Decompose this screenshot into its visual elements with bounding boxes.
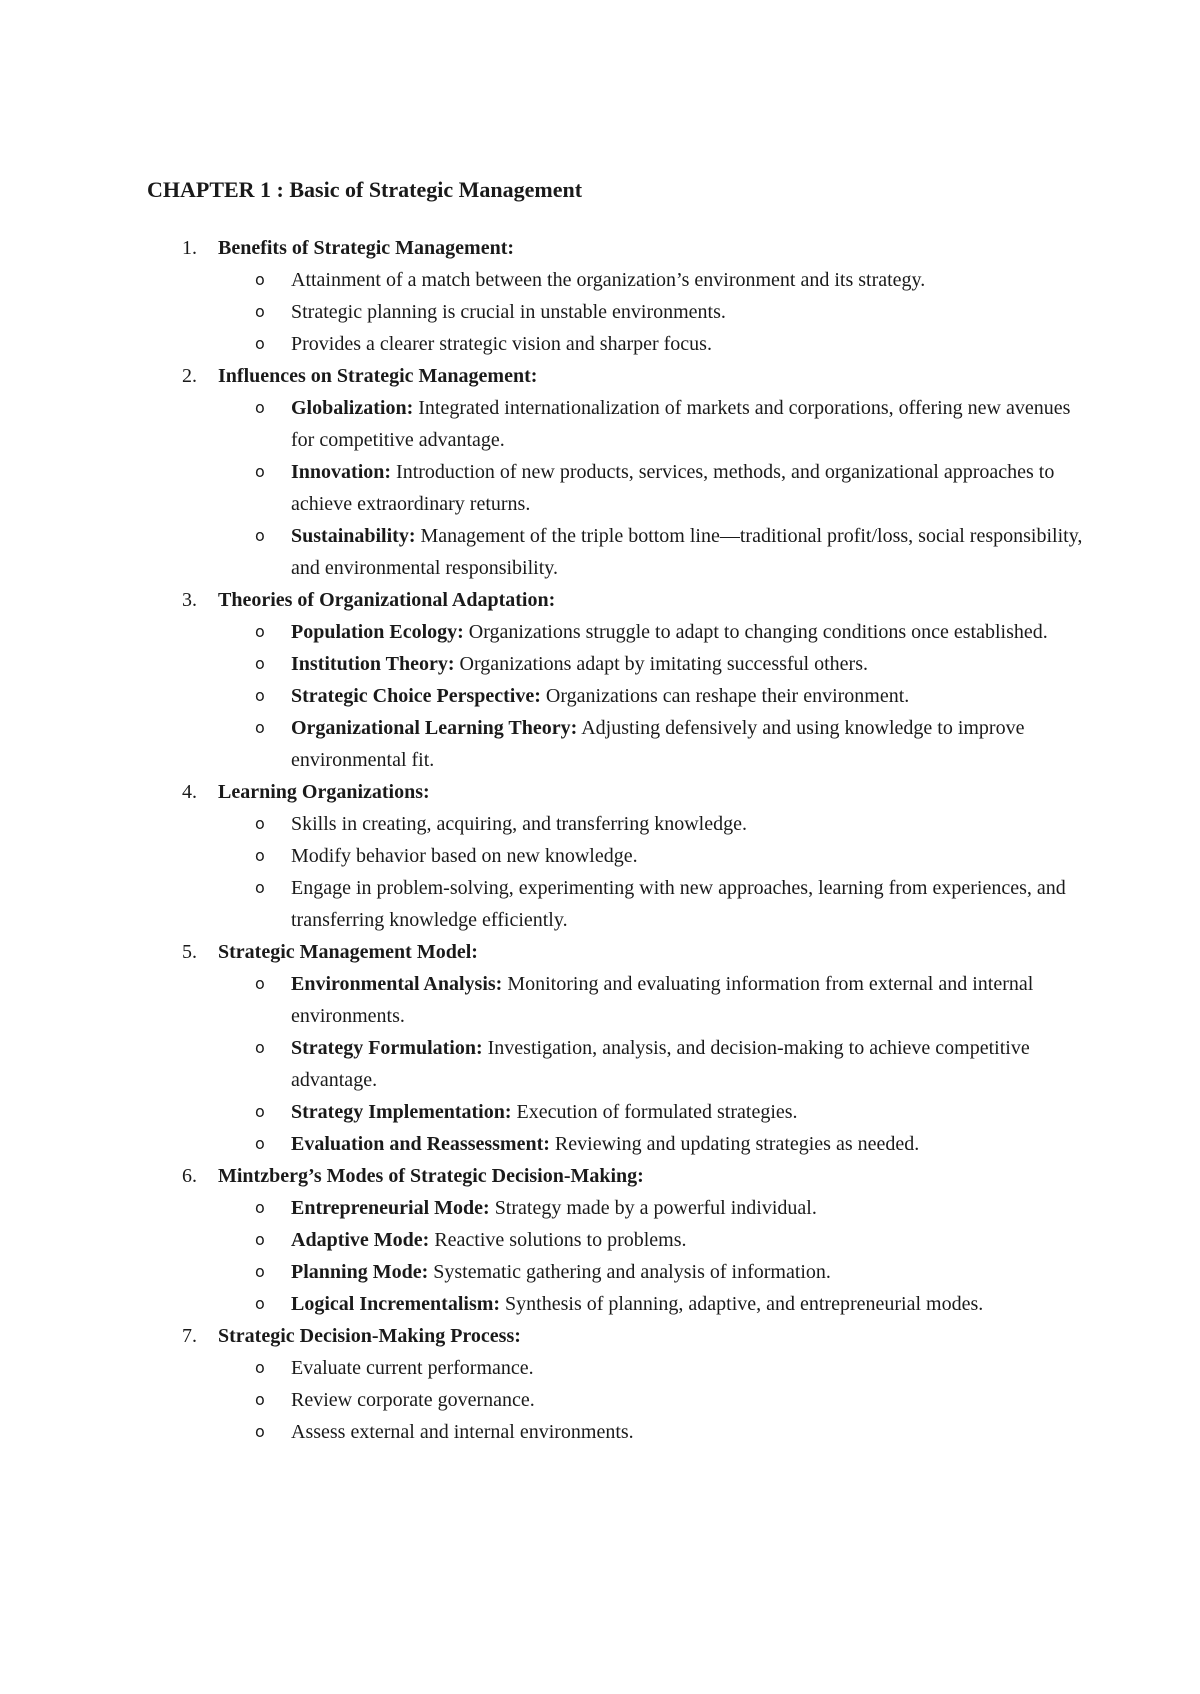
hollow-circle-bullet-icon: o (255, 1422, 265, 1441)
bullet-text: Reactive solutions to problems. (429, 1229, 687, 1251)
section-heading: Strategic Decision-Making Process: (218, 1325, 521, 1347)
bullet-item (218, 872, 1091, 936)
bullet-item (218, 264, 1091, 296)
bullet-text: Modify behavior based on new knowledge. (291, 845, 638, 867)
hollow-circle-bullet-icon: o (255, 398, 265, 417)
bullet-item (218, 520, 1091, 584)
section-number: 2. (182, 365, 197, 387)
hollow-circle-bullet-icon: o (255, 1294, 265, 1313)
bullet-item (218, 1288, 1091, 1320)
bullet-text: Skills in creating, acquiring, and transferring knowledge. (291, 813, 747, 835)
bullet-text: Systematic gathering and analysis of information. (428, 1261, 831, 1283)
bullet-text: Integrated internationalization of markets and corporations, offering new avenues for competitive advantage. (291, 397, 1071, 451)
bullet-list (218, 616, 1200, 776)
hollow-circle-bullet-icon: o (255, 878, 265, 897)
bullet-item (218, 1096, 1091, 1128)
bullet-list (218, 808, 1200, 936)
hollow-circle-bullet-icon: o (255, 1102, 265, 1121)
bullet-item (218, 808, 1091, 840)
bullet-item (218, 648, 1091, 680)
hollow-circle-bullet-icon: o (255, 622, 265, 641)
hollow-circle-bullet-icon: o (255, 1262, 265, 1281)
bullet-term: Strategy Formulation: (291, 1037, 483, 1059)
bullet-term: Logical Incrementalism: (291, 1293, 501, 1315)
section-heading: Learning Organizations: (218, 781, 430, 803)
bullet-item (218, 1416, 1091, 1448)
section-heading: Benefits of Strategic Management: (218, 237, 515, 259)
bullet-text: Organizations can reshape their environment. (540, 685, 910, 707)
hollow-circle-bullet-icon: o (255, 1358, 265, 1377)
section-number: 3. (182, 589, 197, 611)
bullet-list (218, 1192, 1200, 1320)
bullet-term: Organizational Learning Theory: (291, 717, 578, 739)
bullet-text: Monitoring and evaluating information from external and internal environments. (291, 973, 1034, 1027)
section-list (0, 232, 1200, 1448)
bullet-term: Globalization: (291, 397, 414, 419)
section-heading: Mintzberg’s Modes of Strategic Decision-Making: (218, 1165, 644, 1187)
hollow-circle-bullet-icon: o (255, 526, 265, 545)
hollow-circle-bullet-icon: o (255, 334, 265, 353)
section-heading: Influences on Strategic Management: (218, 365, 538, 387)
bullet-item (218, 296, 1091, 328)
section-5 (0, 936, 1200, 1160)
bullet-term: Institution Theory: (291, 653, 455, 675)
bullet-text: Organizations struggle to adapt to changing conditions once established. (463, 621, 1048, 643)
hollow-circle-bullet-icon: o (255, 1134, 265, 1153)
bullet-term: Innovation: (291, 461, 392, 483)
bullet-list (218, 1352, 1200, 1448)
chapter-title: CHAPTER 1 : Basic of Strategic Management (147, 177, 583, 202)
bullet-item (218, 712, 1091, 776)
bullet-text: Adjusting defensively and using knowledge to improve environmental fit. (291, 717, 1025, 771)
section-6 (0, 1160, 1200, 1320)
section-7 (0, 1320, 1200, 1448)
section-3 (0, 584, 1200, 776)
bullet-list (218, 264, 1200, 360)
section-4 (0, 776, 1200, 936)
bullet-text: Investigation, analysis, and decision-making to achieve competitive advantage. (291, 1037, 1030, 1091)
section-heading: Theories of Organizational Adaptation: (218, 589, 556, 611)
bullet-term: Environmental Analysis: (291, 973, 503, 995)
bullet-text: Review corporate governance. (291, 1389, 535, 1411)
bullet-item (218, 392, 1091, 456)
bullet-term: Sustainability: (291, 525, 416, 547)
bullet-item (218, 1192, 1091, 1224)
bullet-item (218, 328, 1091, 360)
bullet-item (218, 1352, 1091, 1384)
bullet-term: Evaluation and Reassessment: (291, 1133, 550, 1155)
bullet-text: Provides a clearer strategic vision and sharper focus. (291, 333, 712, 355)
bullet-text: Engage in problem-solving, experimenting with new approaches, learning from experiences, and transferring knowledge efficiently. (291, 877, 1066, 931)
section-2 (0, 360, 1200, 584)
bullet-term: Population Ecology: (291, 621, 464, 643)
section-number: 4. (182, 781, 197, 803)
bullet-term: Planning Mode: (291, 1261, 429, 1283)
bullet-text: Attainment of a match between the organization’s environment and its strategy. (291, 269, 926, 291)
bullet-term: Strategy Implementation: (291, 1101, 512, 1123)
bullet-item (218, 680, 1091, 712)
bullet-item (218, 1384, 1091, 1416)
hollow-circle-bullet-icon: o (255, 1038, 265, 1057)
bullet-text: Strategy made by a powerful individual. (489, 1197, 817, 1219)
hollow-circle-bullet-icon: o (255, 302, 265, 321)
hollow-circle-bullet-icon: o (255, 1230, 265, 1249)
section-number: 6. (182, 1165, 197, 1187)
hollow-circle-bullet-icon: o (255, 814, 265, 833)
bullet-item (218, 968, 1091, 1032)
section-1 (0, 232, 1200, 360)
hollow-circle-bullet-icon: o (255, 462, 265, 481)
bullet-list (218, 968, 1200, 1160)
hollow-circle-bullet-icon: o (255, 1198, 265, 1217)
section-number: 7. (182, 1325, 197, 1347)
bullet-text: Strategic planning is crucial in unstable environments. (291, 301, 726, 323)
bullet-text: Management of the triple bottom line—traditional profit/loss, social responsibility, and environmental responsibility. (291, 525, 1083, 579)
hollow-circle-bullet-icon: o (255, 686, 265, 705)
hollow-circle-bullet-icon: o (255, 974, 265, 993)
hollow-circle-bullet-icon: o (255, 1390, 265, 1409)
bullet-term: Entrepreneurial Mode: (291, 1197, 490, 1219)
bullet-text: Assess external and internal environments. (291, 1421, 634, 1443)
bullet-item (218, 616, 1091, 648)
bullet-text: Introduction of new products, services, methods, and organizational approaches to achieve extraordinary returns. (291, 461, 1055, 515)
section-heading: Strategic Management Model: (218, 941, 478, 963)
section-number: 1. (182, 237, 197, 259)
bullet-text: Organizations adapt by imitating successful others. (454, 653, 868, 675)
section-number: 5. (182, 941, 197, 963)
hollow-circle-bullet-icon: o (255, 718, 265, 737)
bullet-list (218, 392, 1200, 584)
bullet-term: Adaptive Mode: (291, 1229, 430, 1251)
bullet-item (218, 1224, 1091, 1256)
bullet-term: Strategic Choice Perspective: (291, 685, 541, 707)
hollow-circle-bullet-icon: o (255, 846, 265, 865)
bullet-item (218, 840, 1091, 872)
bullet-text: Execution of formulated strategies. (511, 1101, 798, 1123)
bullet-item (218, 1128, 1091, 1160)
bullet-text: Synthesis of planning, adaptive, and entrepreneurial modes. (500, 1293, 984, 1315)
bullet-item (218, 1256, 1091, 1288)
hollow-circle-bullet-icon: o (255, 654, 265, 673)
bullet-text: Reviewing and updating strategies as needed. (549, 1133, 920, 1155)
hollow-circle-bullet-icon: o (255, 270, 265, 289)
bullet-item (218, 456, 1091, 520)
bullet-text: Evaluate current performance. (291, 1357, 534, 1379)
bullet-item (218, 1032, 1091, 1096)
